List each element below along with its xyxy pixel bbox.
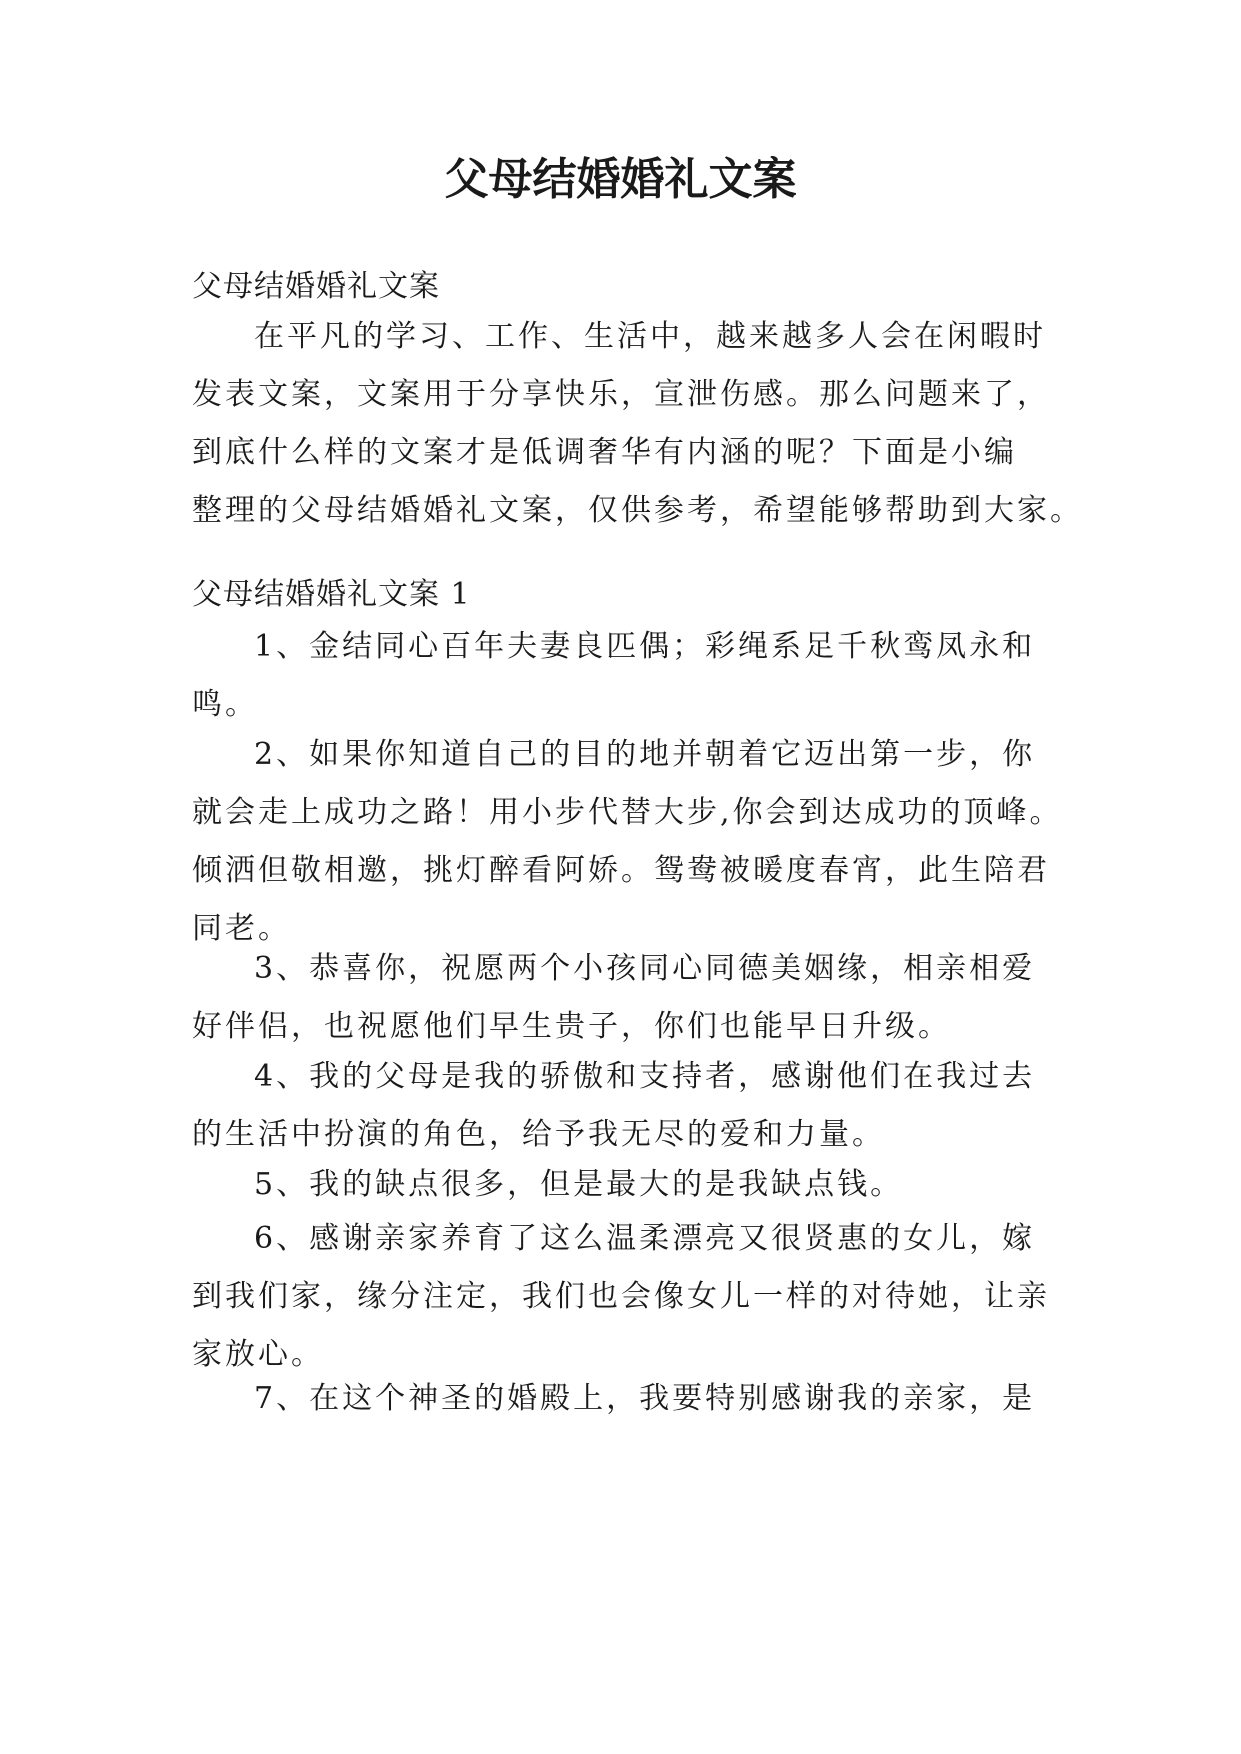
- list-item: [192, 618, 1058, 734]
- item-line: 的生活中扮演的角色，给予我无尽的爱和力量。: [192, 1117, 885, 1152]
- intro-line: 发表文案，文案用于分享快乐，宣泄伤感。那么问题来了，: [192, 377, 1050, 412]
- intro-line: 在平凡的学习、工作、生活中，越来越多人会在闲暇时: [254, 319, 1046, 354]
- list-item: [192, 726, 1063, 958]
- intro-paragraph: [192, 308, 1083, 540]
- item-line: 就会走上成功之路！用小步代替大步,你会到达成功的顶峰。: [192, 795, 1063, 830]
- list-item: [192, 1210, 1058, 1384]
- section-heading: 父母结婚婚礼文案 1: [192, 577, 471, 612]
- item-line: 3、恭喜你，祝愿两个小孩同心同德美姻缘，相亲相爱: [254, 951, 1036, 986]
- item-line: 5、我的缺点很多，但是最大的是我缺点钱。: [254, 1167, 904, 1202]
- intro-line: 到底什么样的文案才是低调奢华有内涵的呢？下面是小编: [192, 435, 1017, 470]
- item-line: 好伴侣，也祝愿他们早生贵子，你们也能早日升级。: [192, 1009, 951, 1044]
- item-line: 7、在这个神圣的婚殿上，我要特别感谢我的亲家，是: [254, 1381, 1036, 1416]
- item-line: 到我们家，缘分注定，我们也会像女儿一样的对待她，让亲: [192, 1279, 1050, 1314]
- item-line: 家放心。: [192, 1337, 324, 1372]
- list-item: [192, 1048, 1058, 1164]
- document-subtitle: 父母结婚婚礼文案: [192, 269, 440, 304]
- document-title: 父母结婚婚礼文案: [444, 154, 797, 205]
- intro-line: 整理的父母结婚婚礼文案，仅供参考，希望能够帮助到大家。: [192, 493, 1083, 528]
- item-line: 6、感谢亲家养育了这么温柔漂亮又很贤惠的女儿，嫁: [254, 1221, 1036, 1256]
- item-line: 4、我的父母是我的骄傲和支持者，感谢他们在我过去: [254, 1059, 1036, 1094]
- item-line: 鸣。: [192, 687, 258, 722]
- item-line: 同老。: [192, 911, 291, 946]
- item-line: 2、如果你知道自己的目的地并朝着它迈出第一步，你: [254, 737, 1036, 772]
- list-item: [192, 1370, 1058, 1428]
- list-item: [192, 1156, 1058, 1214]
- item-line: 1、金结同心百年夫妻良匹偶；彩绳系足千秋鸾凤永和: [254, 629, 1036, 664]
- item-line: 倾洒但敬相邀，挑灯醉看阿娇。鸳鸯被暖度春宵，此生陪君: [192, 853, 1050, 888]
- list-item: [192, 940, 1058, 1056]
